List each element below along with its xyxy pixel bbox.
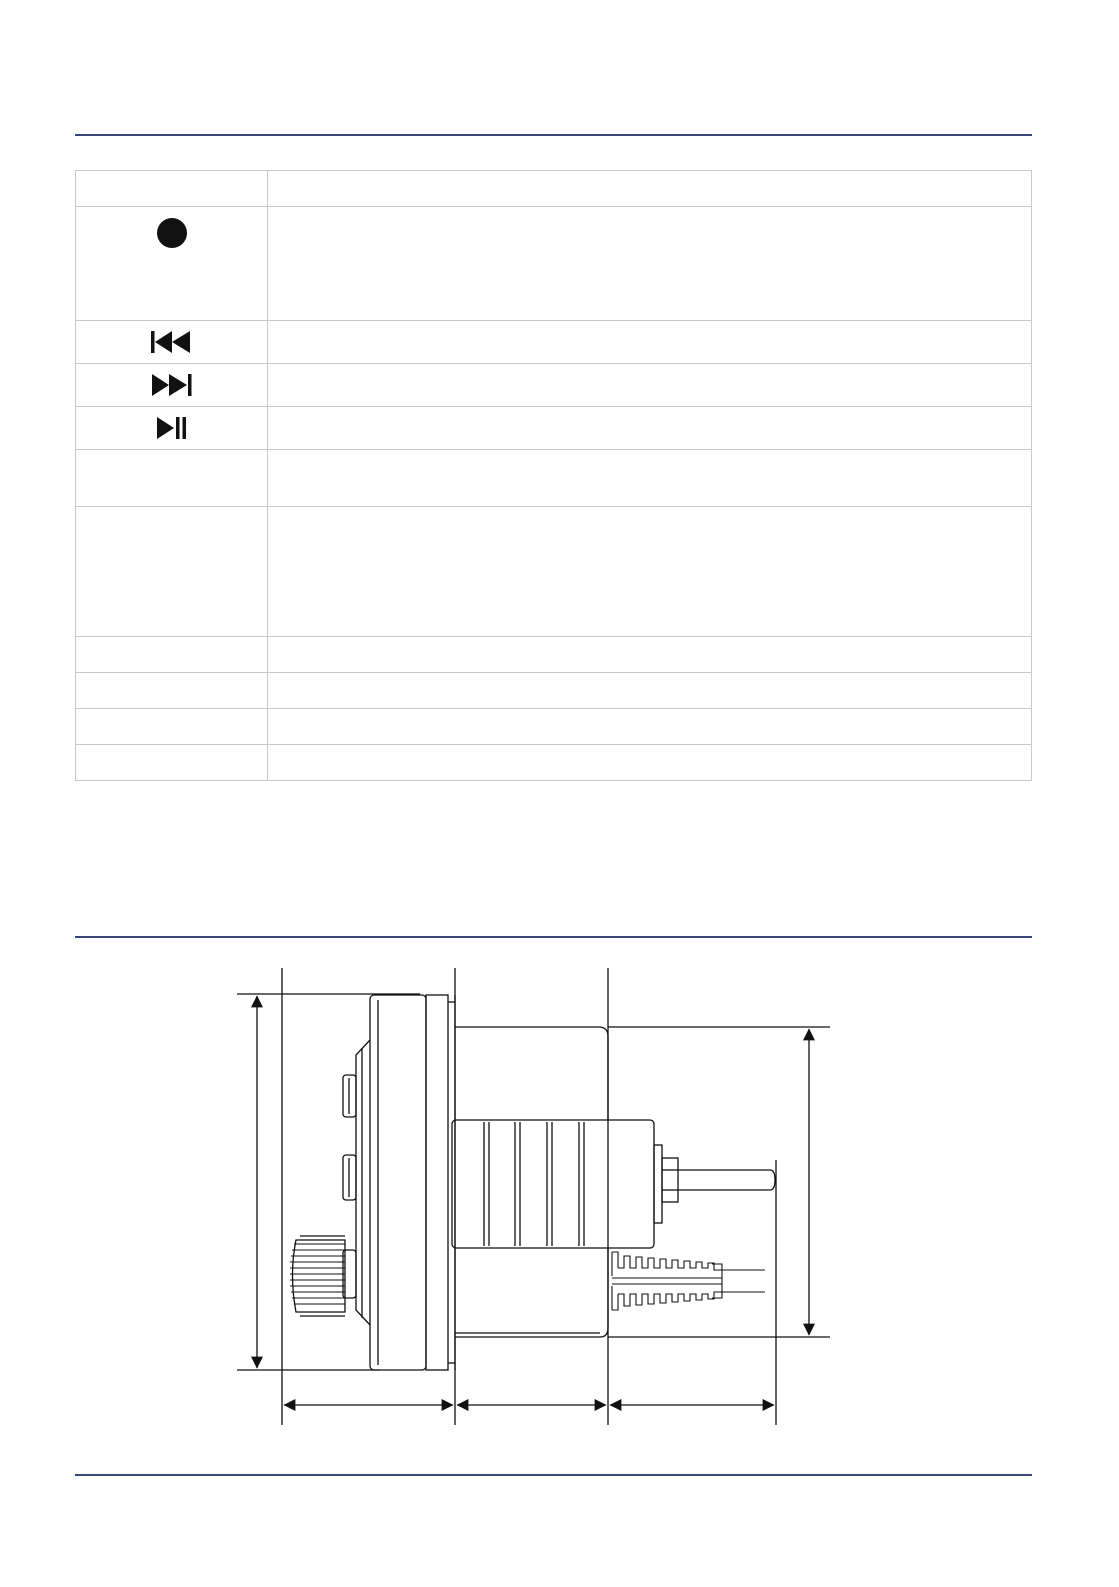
cable-strain-relief <box>612 1252 765 1310</box>
volume-knob <box>290 1236 345 1316</box>
mounting-stud <box>654 1145 775 1223</box>
extension-lines <box>237 968 830 1425</box>
threaded-collar <box>452 1120 654 1248</box>
front-bezel <box>356 995 455 1370</box>
bottom-divider <box>75 1474 1032 1476</box>
rear-housing <box>455 1027 608 1337</box>
